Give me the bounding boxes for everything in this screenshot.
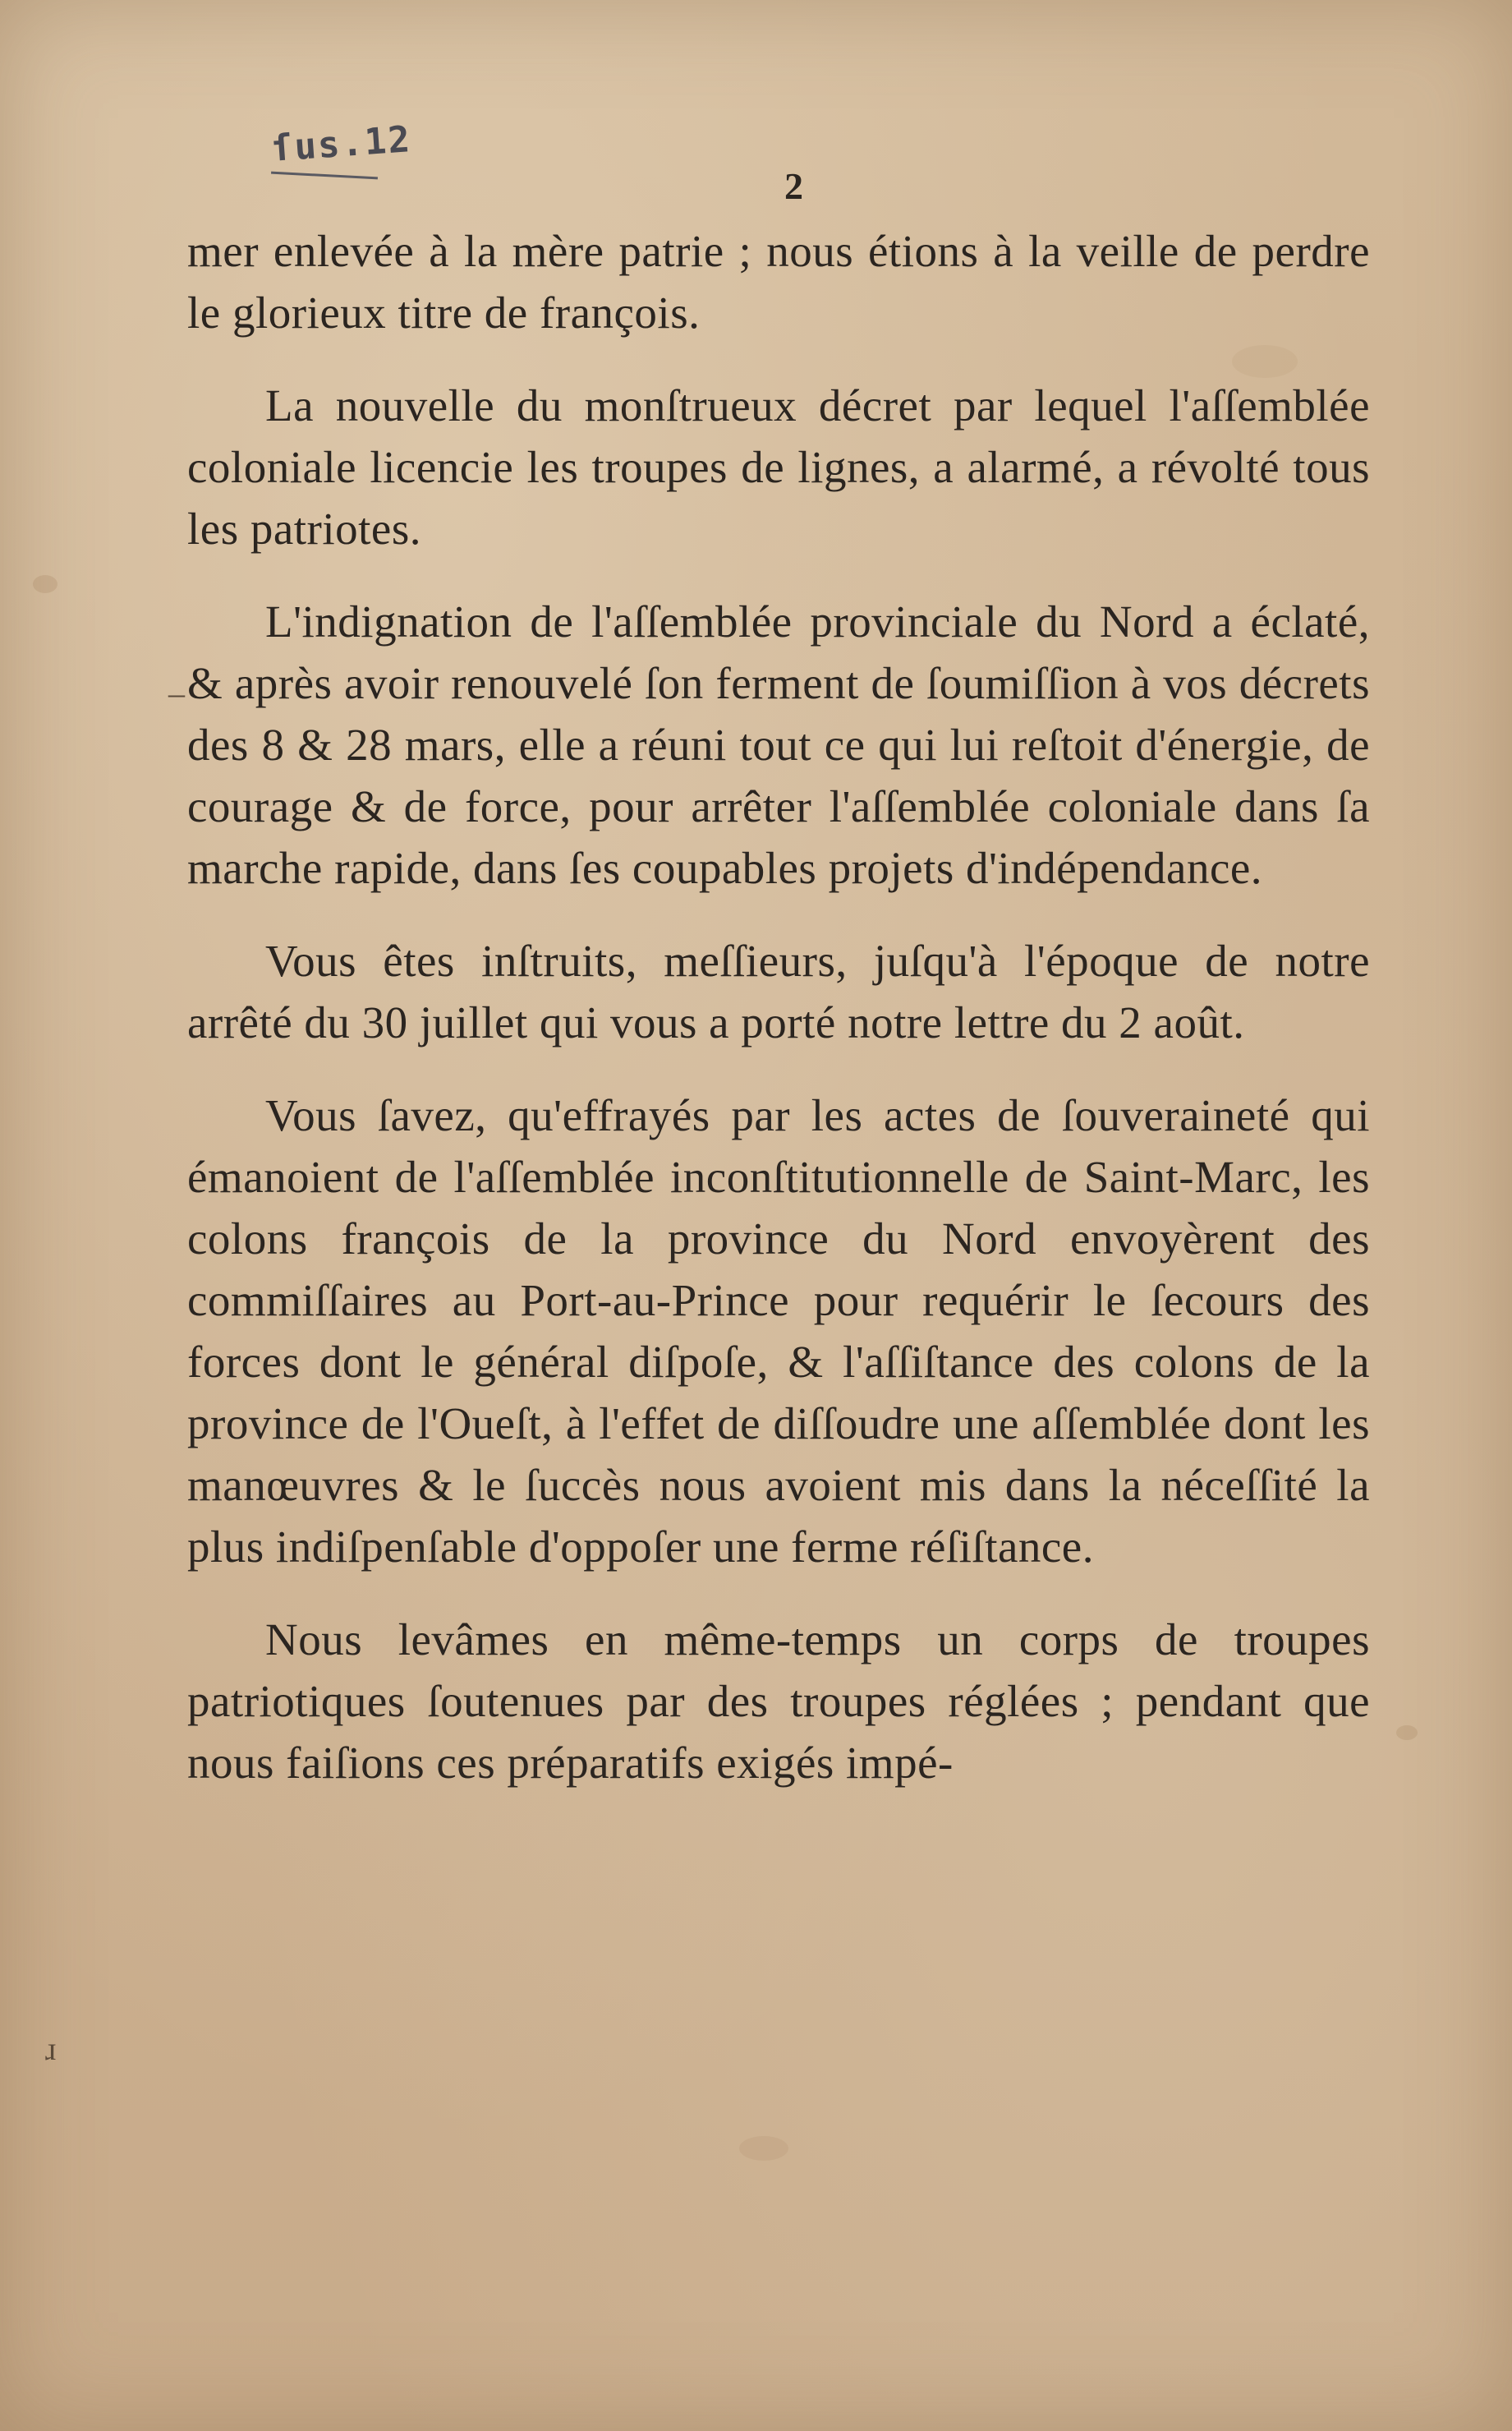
paragraph: Vous ſavez, qu'effrayés par les actes de ſouveraineté qui émanoient de l'aſſemblée inconſtitutionnelle de Saint-Marc, les colons françois de la province du Nord envoyèrent des commiſſaires au Port-au-Prince pour requérir le ſecours des forces dont le général diſpoſe, & l'aſſiſtance des colons de la province de l'Oueſt, à l'effet de diſſoudre une aſſemblée dont les manœuvres & le ſuccès nous avoient mis dans la néceſſité la plus indiſpenſable d'oppoſer une ferme réſiſtance.	[187, 1090, 1370, 1572]
paragraph: Vous êtes inſtruits, meſſieurs, juſqu'à l'époque de notre arrêté du 30 juillet qui vous a porté notre lettre du 2 août.	[187, 936, 1370, 1047]
paragraph: L'indignation de l'aſſemblée provinciale du Nord a éclaté, & après avoir renouvelé ſon ferment de ſoumiſſion à vos décrets des 8 & 28 mars, elle a réuni tout ce qui lui reſtoit d'énergie, de courage & de force, pour arrêter l'aſſemblée coloniale dans ſa marche rapide, dans ſes coupables projets d'indépendance.	[187, 596, 1370, 893]
page-number: 2	[784, 165, 803, 207]
body-text	[187, 220, 1370, 1793]
margin-mark: –	[168, 675, 185, 711]
paragraph-continuation: mer enlevée à la mère patrie ; nous étions à la veille de perdre le glorieux titre de françois.	[187, 226, 1370, 338]
paper-stain	[33, 575, 57, 593]
manuscript-underline	[271, 172, 378, 180]
manuscript-shelf-note: ſus.12	[269, 118, 413, 170]
paper-stain	[1396, 1725, 1418, 1740]
paragraph: La nouvelle du monſtrueux décret par lequel l'aſſemblée coloniale licencie les troupes de lignes, a alarmé, a révolté tous les patriotes.	[187, 380, 1370, 554]
paper-stain	[739, 2136, 788, 2161]
margin-mark: ɹ	[45, 2030, 57, 2067]
paragraph: Nous levâmes en même-temps un corps de troupes patriotiques ſoutenues par des troupes réglées ; pendant que nous faiſions ces préparatifs exigés impé-	[187, 1614, 1370, 1788]
